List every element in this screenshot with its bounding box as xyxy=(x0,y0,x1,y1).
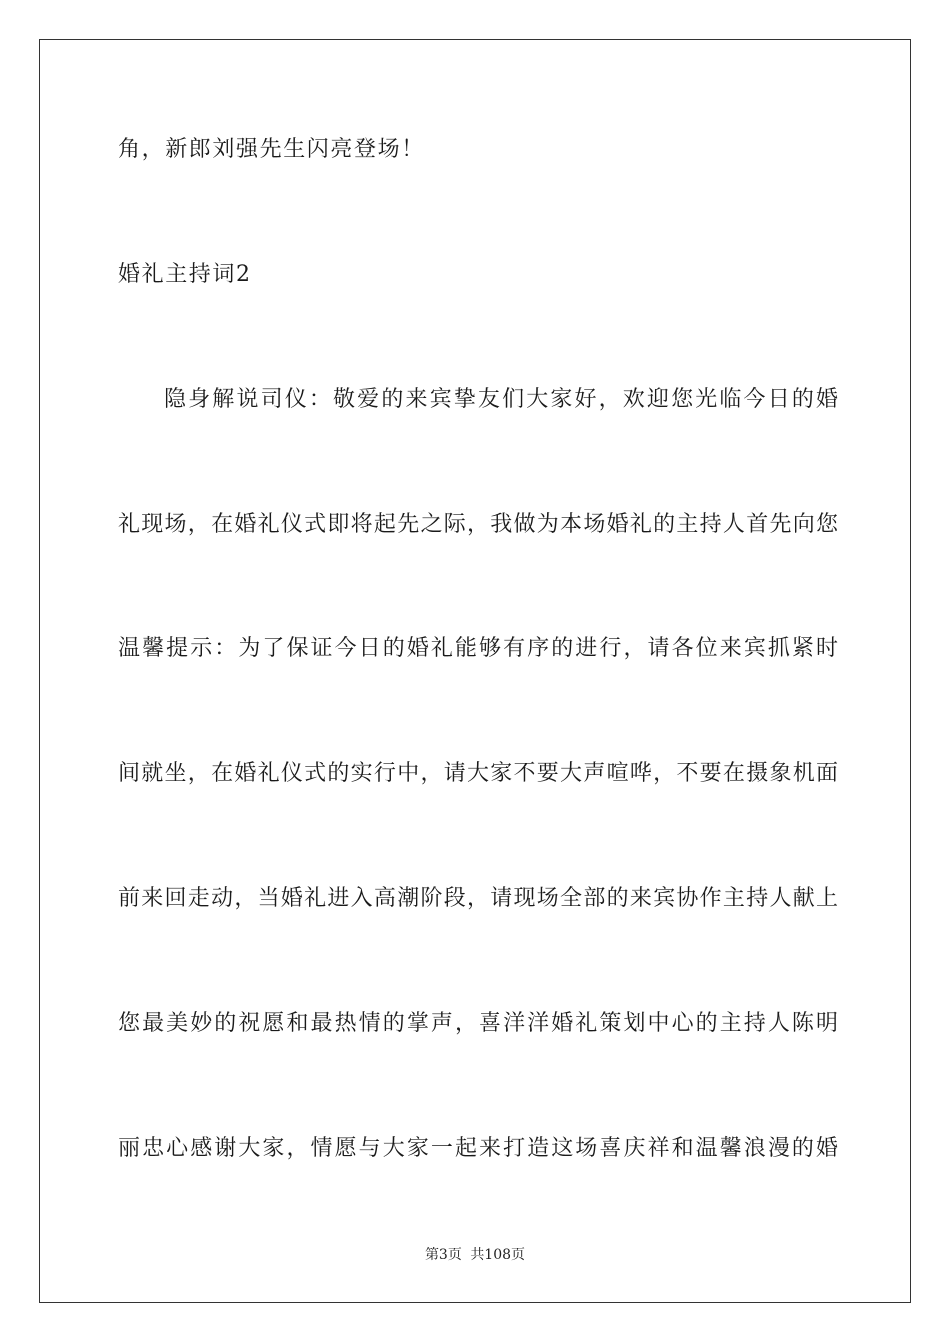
paragraph-line-4: 间就坐，在婚礼仪式的实行中，请大家不要大声喧哗，不要在摄象机面 xyxy=(118,761,838,786)
page-footer xyxy=(0,1245,950,1265)
page-frame xyxy=(39,39,911,1303)
total-pages: 共108页 xyxy=(470,1247,526,1263)
page-number: 第3页 xyxy=(424,1247,462,1263)
section-heading: 婚礼主持词2 xyxy=(118,262,252,287)
paragraph-line-6: 您最美妙的祝愿和最热情的掌声，喜洋洋婚礼策划中心的主持人陈明 xyxy=(118,1011,838,1036)
paragraph-line-3: 温馨提示：为了保证今日的婚礼能够有序的进行，请各位来宾抓紧时 xyxy=(118,636,838,661)
paragraph-line-2: 礼现场，在婚礼仪式即将起先之际，我做为本场婚礼的主持人首先向您 xyxy=(118,512,838,537)
text-line-1: 角，新郎刘强先生闪亮登场！ xyxy=(118,137,425,162)
paragraph-line-5: 前来回走动，当婚礼进入高潮阶段，请现场全部的来宾协作主持人献上 xyxy=(118,886,838,911)
paragraph-line-1: 隐身解说司仪：敬爱的来宾挚友们大家好，欢迎您光临今日的婚 xyxy=(164,387,838,412)
paragraph-line-7: 丽忠心感谢大家，情愿与大家一起来打造这场喜庆祥和温馨浪漫的婚 xyxy=(118,1136,838,1161)
